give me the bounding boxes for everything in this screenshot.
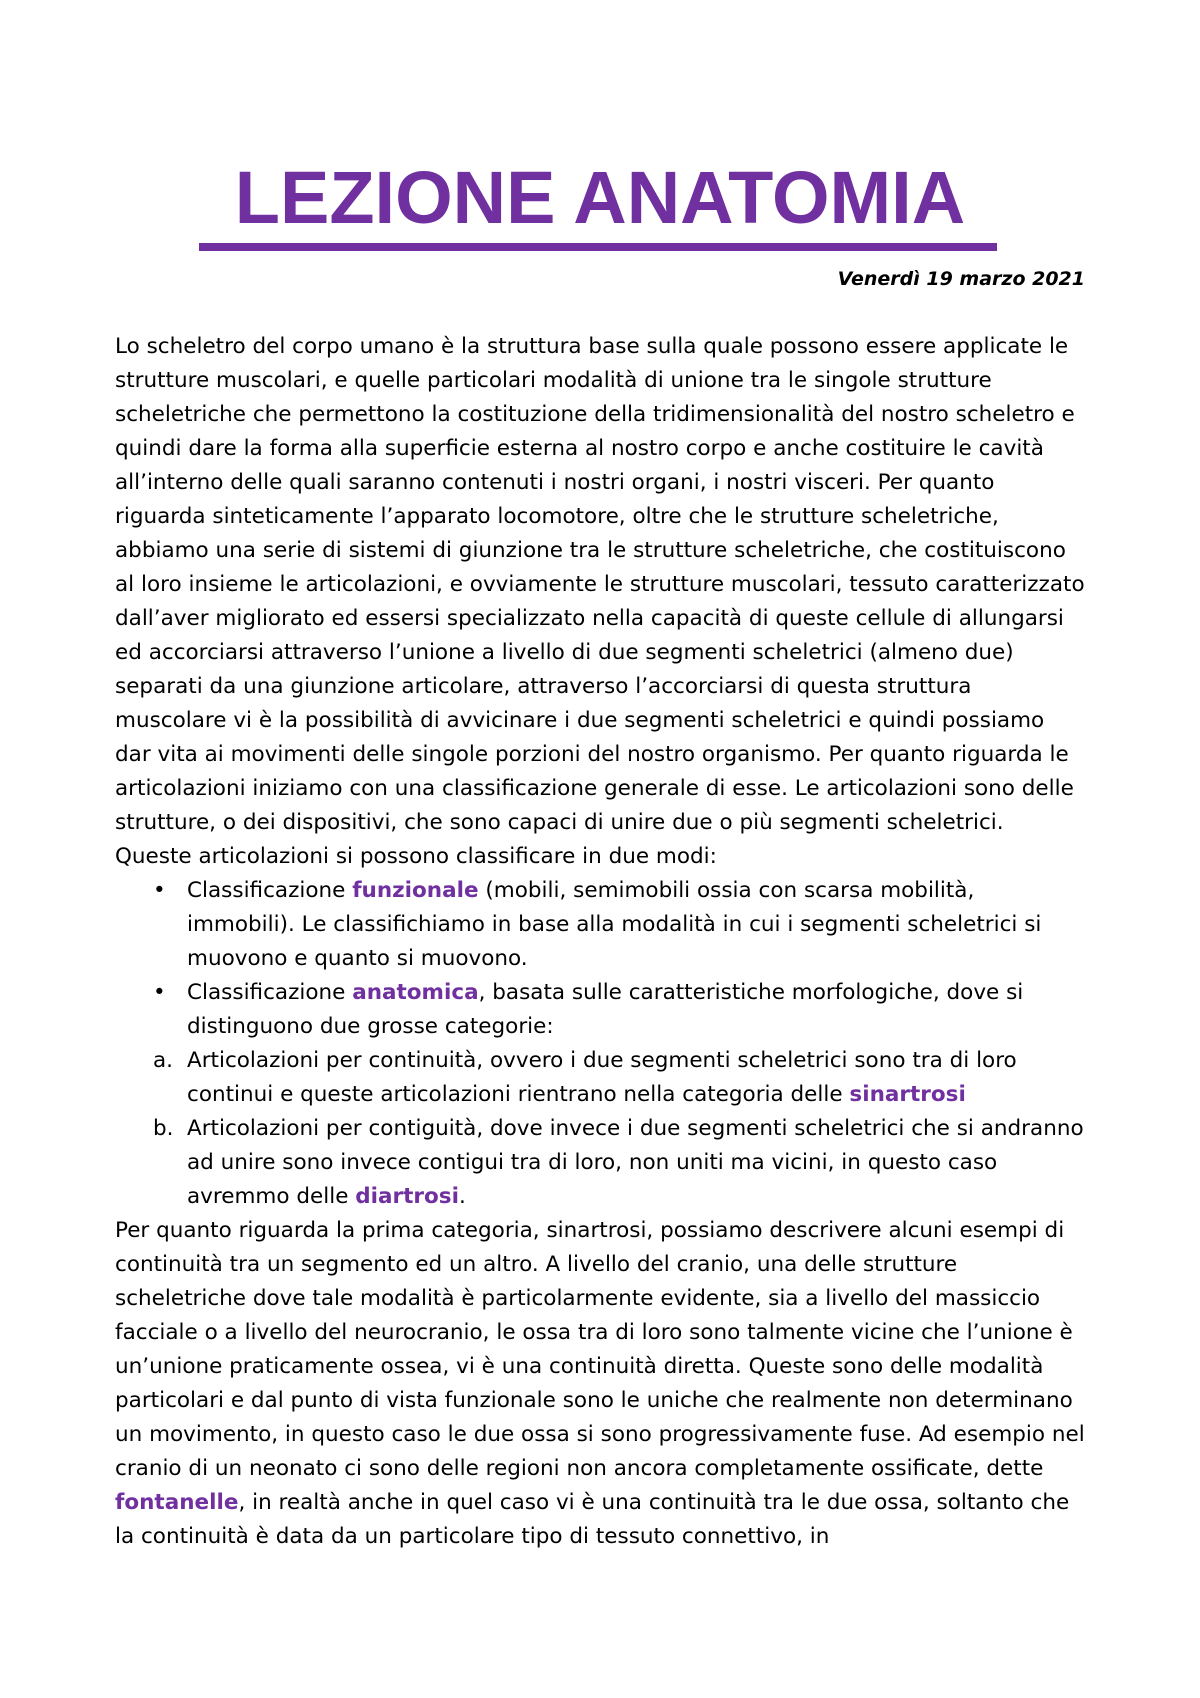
- list-item-text-after: , basata sulle caratteristiche morfologiche, dove si distinguono due grosse categorie:: [187, 980, 1024, 1039]
- intro-paragraph: Lo scheletro del corpo umano è la struttura base sulla quale possono essere applicate le strutture muscolari, e quelle particolari modalità di unione tra le singole strutture scheletriche che permettono la costituzione della tridimensionalità del nostro scheletro e quindi dare la forma alla superficie esterna al nostro corpo e anche costituire le cavità all’interno delle quali saranno contenuti i nostri organi, i nostri visceri. Per quanto riguarda sinteticamente l’apparato locomotore, oltre che le strutture scheletriche, abbiamo una serie di sistemi di giunzione tra le strutture scheletriche, che costituiscono al loro insieme le articolazioni, e ovviamente le strutture muscolari, tessuto caratterizzato dall’aver migliorato ed essersi specializzato nella capacità di queste cellule di allungarsi ed accorciarsi attraverso l’unione a livello di due segmenti scheletrici (almeno due) separati da una giunzione articolare, attraverso l’accorciarsi di questa struttura muscolare vi è la possibilità di avvicinare i due segmenti scheletrici e quindi possiamo dar vita ai movimenti delle singole porzioni del nostro organismo. Per quanto riguarda le articolazioni iniziamo con una classificazione generale di esse. Le articolazioni sono delle strutture, o dei dispositivi, che sono capaci di unire due o più segmenti scheletrici. Queste articolazioni si possono classificare in due modi:: [115, 334, 1085, 869]
- highlighted-term: fontanelle: [115, 1490, 239, 1515]
- closing-paragraph: [115, 1214, 1085, 1554]
- list-item: [115, 1044, 1085, 1112]
- bullet-marker: •: [153, 980, 166, 1005]
- list-item-text-after: (mobili, semimobili ossia con scarsa mobilità, immobili). Le classifichiamo in base alla modalità in cui i segmenti scheletrici si muovono e quanto si muovono.: [187, 878, 1042, 971]
- closing-text-after: , in realtà anche in quel caso vi è una continuità tra le due ossa, soltanto che la continuità è data da un particolare tipo di tessuto connettivo, in: [115, 1490, 1070, 1549]
- highlighted-term: sinartrosi: [849, 1082, 966, 1107]
- list-item: [115, 976, 1085, 1044]
- highlighted-term: diartrosi: [355, 1184, 459, 1209]
- document-body: [115, 330, 1085, 1554]
- letter-marker: b.: [153, 1116, 174, 1141]
- list-item-text-before: Articolazioni per contiguità, dove invece i due segmenti scheletrici che si andranno ad unire sono invece contigui tra di loro, non uniti ma vicini, in questo caso avremmo delle: [187, 1116, 1084, 1209]
- bullet-marker: •: [153, 878, 166, 903]
- highlighted-term: anatomica: [352, 980, 479, 1005]
- list-item-text-after: .: [458, 1184, 466, 1209]
- title-underline: [199, 243, 997, 251]
- letter-marker: a.: [153, 1048, 174, 1073]
- highlighted-term: funzionale: [352, 878, 479, 903]
- closing-text-before: Per quanto riguarda la prima categoria, sinartrosi, possiamo descrivere alcuni esempi di continuità tra un segmento ed un altro. A livello del cranio, una delle strutture scheletriche dove tale modalità è particolarmente evidente, sia a livello del massiccio facciale o a livello del neurocranio, le ossa tra di loro sono talmente vicine che l’unione è un’unione praticamente ossea, vi è una continuità diretta. Queste sono delle modalità particolari e dal punto di vista funzionale sono le uniche che realmente non determinano un movimento, in questo caso le due ossa si sono progressivamente fuse. Ad esempio nel cranio di un neonato ci sono delle regioni non ancora completamente ossificate, dette: [115, 1218, 1085, 1481]
- list-item-text-before: Classificazione: [187, 980, 353, 1005]
- list-item-text-before: Articolazioni per continuità, ovvero i due segmenti scheletrici sono tra di loro continui e queste articolazioni rientrano nella categoria delle: [187, 1048, 1017, 1107]
- classification-list: [115, 874, 1085, 1214]
- document-title: LEZIONE ANATOMIA: [234, 156, 966, 239]
- list-item: [115, 874, 1085, 976]
- list-item: [115, 1112, 1085, 1214]
- list-item-text-before: Classificazione: [187, 878, 353, 903]
- document-date: Venerdì 19 marzo 2021: [837, 268, 1085, 290]
